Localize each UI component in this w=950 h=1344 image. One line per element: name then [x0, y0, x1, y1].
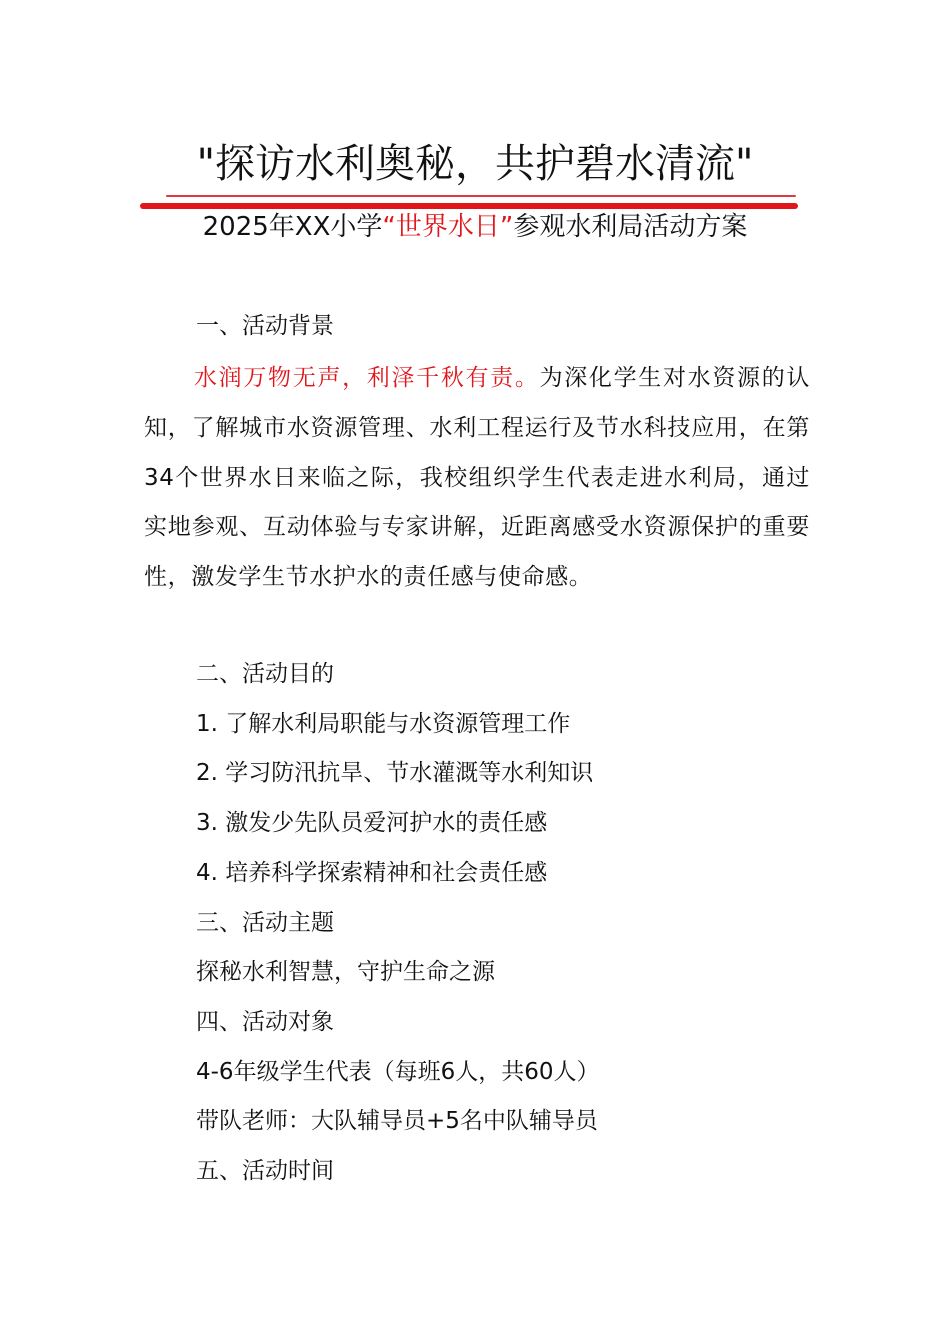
subtitle-suffix: 参观水利局活动方案 — [513, 212, 748, 242]
theme-text: 探秘水利智慧，守护生命之源 — [196, 959, 495, 985]
section-heading-time: 五、活动时间 — [196, 1158, 334, 1184]
participants-teachers: 带队老师：大队辅导员+5名中队辅导员 — [196, 1108, 598, 1134]
goal-item-4: 4. 培养科学探索精神和社会责任感 — [196, 860, 548, 886]
goal-item-1: 1. 了解水利局职能与水资源管理工作 — [196, 711, 571, 737]
background-lead: 水润万物无声，利泽千秋有责。 — [194, 365, 540, 391]
title-underline-thin — [166, 195, 796, 197]
goal-item-3: 3. 激发少先队员爱河护水的责任感 — [196, 810, 548, 836]
section-heading-theme: 三、活动主题 — [196, 910, 334, 936]
document-subtitle — [0, 209, 950, 245]
participants-students: 4-6年级学生代表（每班6人，共60人） — [196, 1059, 600, 1085]
section-heading-goals: 二、活动目的 — [196, 661, 334, 687]
background-body: 为深化学生对水资源的认知，了解城市水资源管理、水利工程运行及节水科技应用，在第34个世界水日来临之际，我校组织学生代表走进水利局，通过实地参观、互动体验与专家讲解，近距离感受水资源保护的重要性，激发学生节水护水的责任感与使命感。 — [144, 365, 810, 591]
goal-item-2: 2. 学习防汛抗旱、节水灌溉等水利知识 — [196, 760, 594, 786]
subtitle-prefix: 2025年XX小学 — [202, 212, 383, 242]
section-heading-background: 一、活动背景 — [196, 313, 334, 339]
subtitle-highlight: “世界水日” — [382, 212, 514, 242]
section-heading-participants: 四、活动对象 — [196, 1009, 334, 1035]
background-paragraph — [144, 354, 810, 603]
document-title: "探访水利奥秘，共护碧水清流" — [196, 141, 754, 187]
